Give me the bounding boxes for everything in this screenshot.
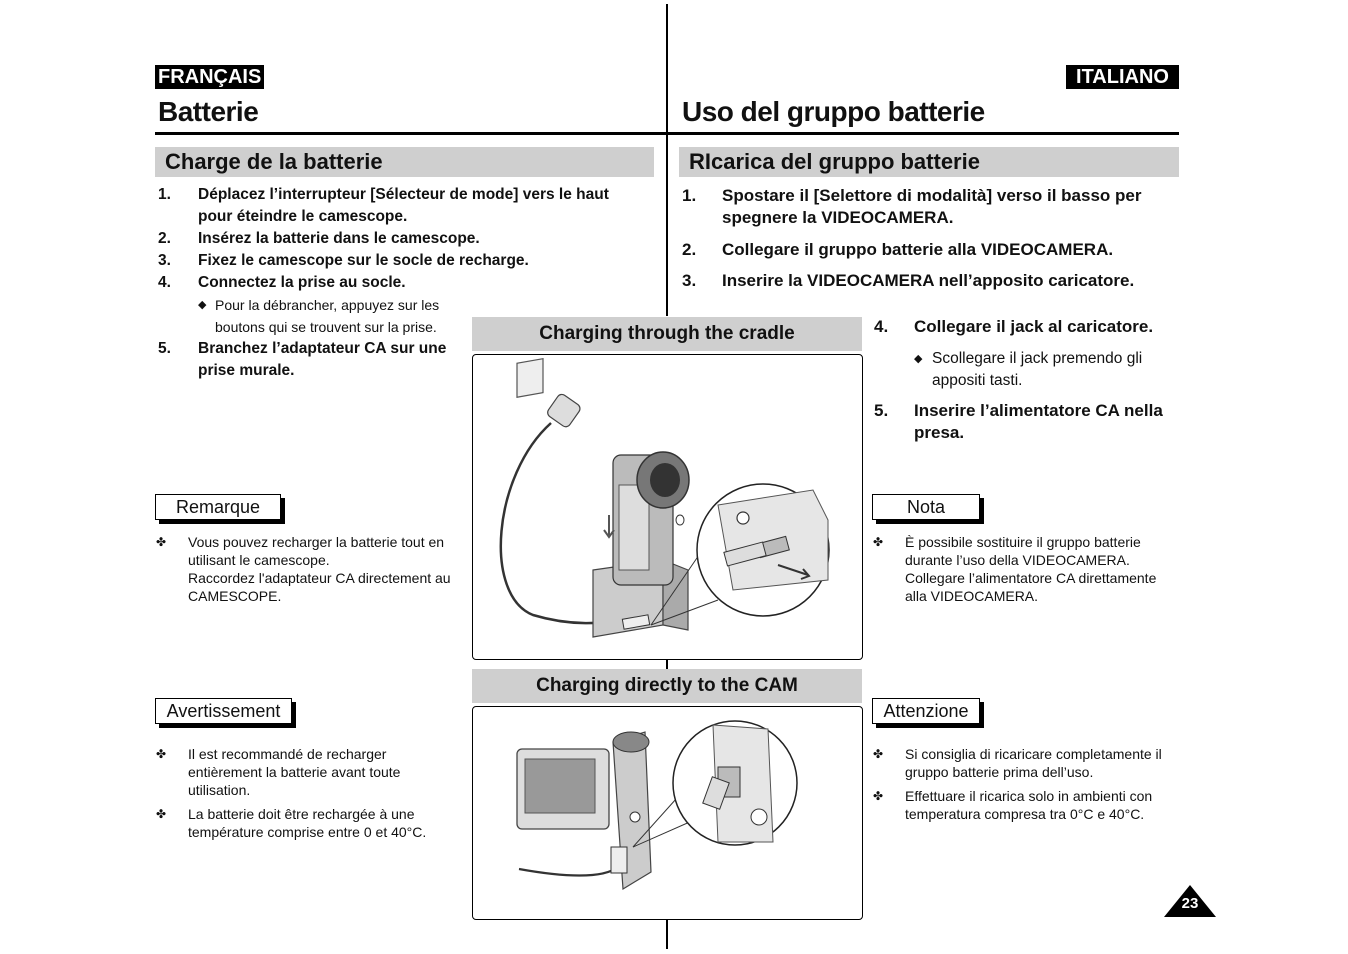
note-label-fr: Remarque	[155, 494, 281, 520]
center-divider-top	[666, 4, 668, 316]
figure-direct	[472, 706, 863, 920]
page-number: 23	[1181, 895, 1199, 912]
language-label-it: ITALIANO	[1066, 65, 1179, 89]
note-item: ✤ Vous pouvez recharger la batterie tout en utilisant le camescope. Raccordez l'adaptateur CA directement au CAMESCOPE.	[156, 534, 451, 604]
title-rule-left	[155, 132, 666, 135]
section-heading-it: RIcarica del gruppo batterie	[679, 147, 1179, 177]
steps-list-it-top	[682, 185, 1172, 292]
page-title-it: Uso del gruppo batterie	[682, 96, 985, 127]
note-item: ✤ È possibile sostituire il gruppo batterie durante l’uso della VIDEOCAMERA. Collegare l’alimentatore CA direttamente alla VIDEOCAMERA.	[873, 534, 1157, 604]
figure-caption-cradle: Charging through the cradle	[472, 317, 862, 351]
step-item: 4. Collegare il jack al caricatore. ◆ Scollegare il jack premendo gli appositi tasti.	[874, 316, 1179, 392]
note-list-it	[873, 533, 1173, 611]
figure-cradle	[472, 354, 863, 660]
step-item: 4. Connectez la prise au socle. ◆ Pour la débrancher, appuyez sur les boutons qui se trouvent sur la prise.	[158, 272, 633, 338]
warning-label-it: Attenzione	[872, 698, 980, 724]
cross-bullet-icon: ✤	[873, 535, 884, 549]
cross-bullet-icon: ✤	[873, 789, 884, 803]
section-heading-fr: Charge de la batterie	[155, 147, 654, 177]
step-item: 5. Branchez l’adaptateur CA sur une prise murale.	[158, 340, 447, 379]
diamond-bullet-icon: ◆	[198, 299, 207, 311]
step-item: 2. Insérez la batterie dans le camescope.	[158, 230, 480, 247]
warning-item: ✤ Effettuare il ricarica solo in ambienti con temperatura compresa tra 0°C e 40°C.	[873, 788, 1153, 822]
steps-list-fr	[158, 184, 633, 382]
note-label-it: Nota	[872, 494, 980, 520]
warning-item: ✤ La batterie doit être rechargée à une température comprise entre 0 et 40°C.	[156, 806, 427, 840]
page-title-fr: Batterie	[158, 96, 259, 127]
cross-bullet-icon: ✤	[156, 747, 167, 761]
warning-list-fr	[156, 745, 456, 847]
note-list-fr	[156, 533, 456, 611]
center-divider-mid	[666, 659, 668, 669]
diamond-bullet-icon: ◆	[914, 353, 923, 365]
step-item: 5. Inserire l’alimentatore CA nella presa.	[874, 401, 1163, 442]
warning-list-it	[873, 745, 1173, 829]
page-number-badge	[1164, 885, 1216, 917]
title-rule-right	[668, 132, 1179, 135]
direct-charging-illustration	[473, 707, 862, 919]
step-item: 2. Collegare il gruppo batterie alla VIDEOCAMERA.	[682, 240, 1114, 259]
cradle-charging-illustration	[473, 355, 862, 659]
step-item: 1. Spostare il [Selettore di modalità] verso il basso per spegnere la VIDEOCAMERA.	[682, 186, 1142, 227]
step-item: 1. Déplacez l’interrupteur [Sélecteur de mode] vers le haut pour éteindre le camescope.	[158, 186, 609, 225]
center-divider-bottom	[666, 919, 668, 949]
warning-item: ✤ Si consiglia di ricaricare completamente il gruppo batterie prima dell’uso.	[873, 746, 1162, 780]
step-sub-note: ◆ Pour la débrancher, appuyez sur les boutons qui se trouvent sur la prise.	[198, 294, 445, 338]
warning-item: ✤ Il est recommandé de recharger entièrement la batterie avant toute utilisation.	[156, 746, 401, 798]
cross-bullet-icon: ✤	[156, 535, 167, 549]
cross-bullet-icon: ✤	[156, 807, 167, 821]
language-label-fr: FRANÇAIS	[155, 65, 264, 89]
figure-caption-direct: Charging directly to the CAM	[472, 669, 862, 703]
cross-bullet-icon: ✤	[873, 747, 884, 761]
steps-list-it-bottom	[874, 316, 1179, 444]
step-sub-note: ◆ Scollegare il jack premendo gli appositi tasti.	[914, 350, 1143, 389]
step-item: 3. Inserire la VIDEOCAMERA nell’apposito caricatore.	[682, 271, 1135, 290]
warning-label-fr: Avertissement	[155, 698, 292, 724]
step-item: 3. Fixez le camescope sur le socle de recharge.	[158, 252, 529, 269]
